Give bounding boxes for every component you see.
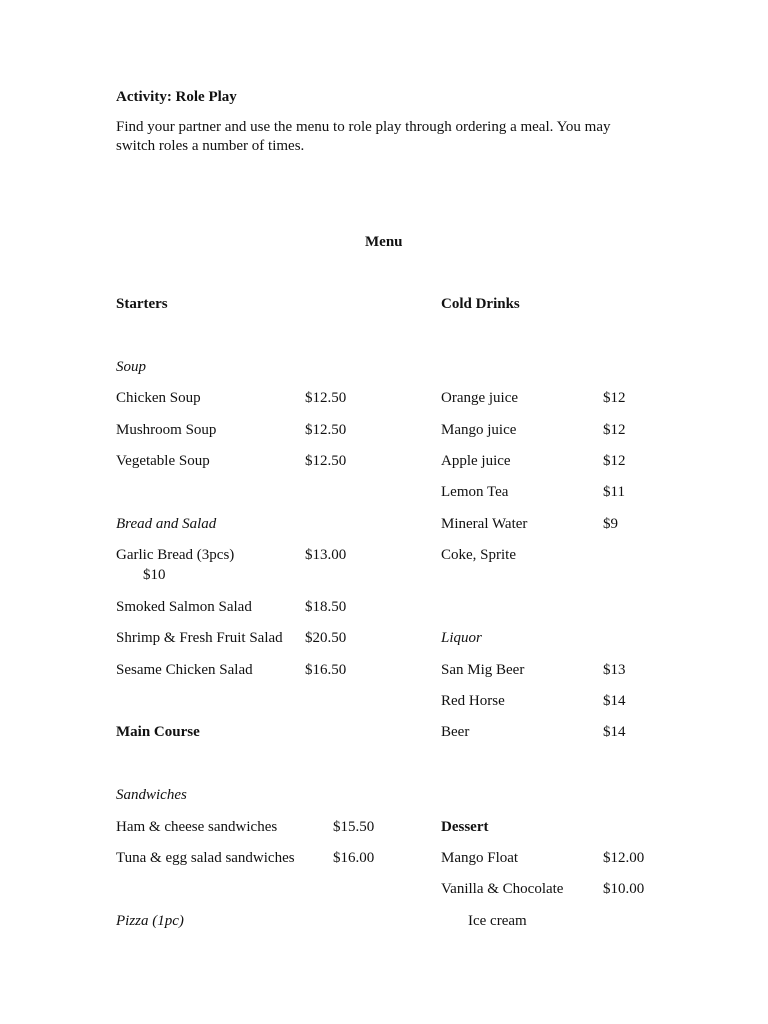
menu-item-name: San Mig Beer [441, 662, 525, 678]
cold-drinks-heading: Cold Drinks [441, 296, 520, 312]
dessert-heading: Dessert [441, 819, 489, 835]
menu-title: Menu [365, 234, 403, 250]
menu-item-name: Sesame Chicken Salad [116, 662, 253, 678]
menu-item-name: Smoked Salmon Salad [116, 599, 252, 615]
menu-item-name: Apple juice [441, 453, 511, 469]
menu-item-name: Ham & cheese sandwiches [116, 819, 278, 835]
pizza-heading: Pizza (1pc) [116, 913, 184, 929]
menu-item-price: $12.50 [305, 390, 347, 406]
menu-item-name: Mango juice [441, 422, 517, 438]
menu-item-price: $10.00 [603, 881, 645, 897]
menu-item-name: Lemon Tea [441, 484, 509, 500]
activity-instructions [116, 118, 646, 156]
bread-salad-heading: Bread and Salad [116, 516, 217, 532]
menu-item-name: Beer [441, 724, 470, 740]
menu-item-name: Mineral Water [441, 516, 528, 532]
menu-item-price: $16.00 [333, 850, 375, 866]
menu-item-price: $12 [603, 390, 626, 406]
menu-item-name: Tuna & egg salad sandwiches [116, 850, 295, 866]
menu-item-price: $18.50 [305, 599, 347, 615]
liquor-heading: Liquor [441, 630, 482, 646]
menu-item-extra-price: $10 [143, 567, 166, 583]
menu-item-price: $12.00 [603, 850, 645, 866]
menu-item-price: $12.50 [305, 422, 347, 438]
instructions-line-2: switch roles a number of times. [116, 138, 305, 154]
menu-item-name: Vegetable Soup [116, 453, 210, 469]
menu-item-price: $12.50 [305, 453, 347, 469]
menu-item-name: Garlic Bread (3pcs) [116, 547, 235, 563]
menu-item-price: $13.00 [305, 547, 347, 563]
soup-heading: Soup [116, 359, 146, 375]
menu-item-price: $12 [603, 453, 626, 469]
menu-item-name: Shrimp & Fresh Fruit Salad [116, 630, 283, 646]
menu-item-price: $12 [603, 422, 626, 438]
sandwiches-heading: Sandwiches [116, 787, 187, 803]
menu-item-price: $14 [603, 693, 626, 709]
menu-item-name: Chicken Soup [116, 390, 201, 406]
menu-item-price: $15.50 [333, 819, 375, 835]
menu-item-price: $20.50 [305, 630, 347, 646]
starters-heading: Starters [116, 296, 168, 312]
menu-item-price: $11 [603, 484, 625, 500]
menu-item-price: $14 [603, 724, 626, 740]
menu-item-name: Orange juice [441, 390, 519, 406]
menu-item-name: Mango Float [441, 850, 519, 866]
menu-item-name: Coke, Sprite [441, 547, 516, 563]
menu-item-name: Vanilla & Chocolate [441, 881, 564, 897]
menu-item-name-continued: Ice cream [468, 913, 527, 929]
menu-item-price: $16.50 [305, 662, 347, 678]
instructions-line-1: Find your partner and use the menu to role play through ordering a meal. You may [116, 119, 611, 135]
activity-title: Activity: Role Play [116, 89, 237, 105]
menu-item-price: $13 [603, 662, 626, 678]
menu-item-name: Mushroom Soup [116, 422, 217, 438]
menu-item-name: Red Horse [441, 693, 505, 709]
menu-item-price: $9 [603, 516, 618, 532]
main-course-heading: Main Course [116, 724, 200, 740]
